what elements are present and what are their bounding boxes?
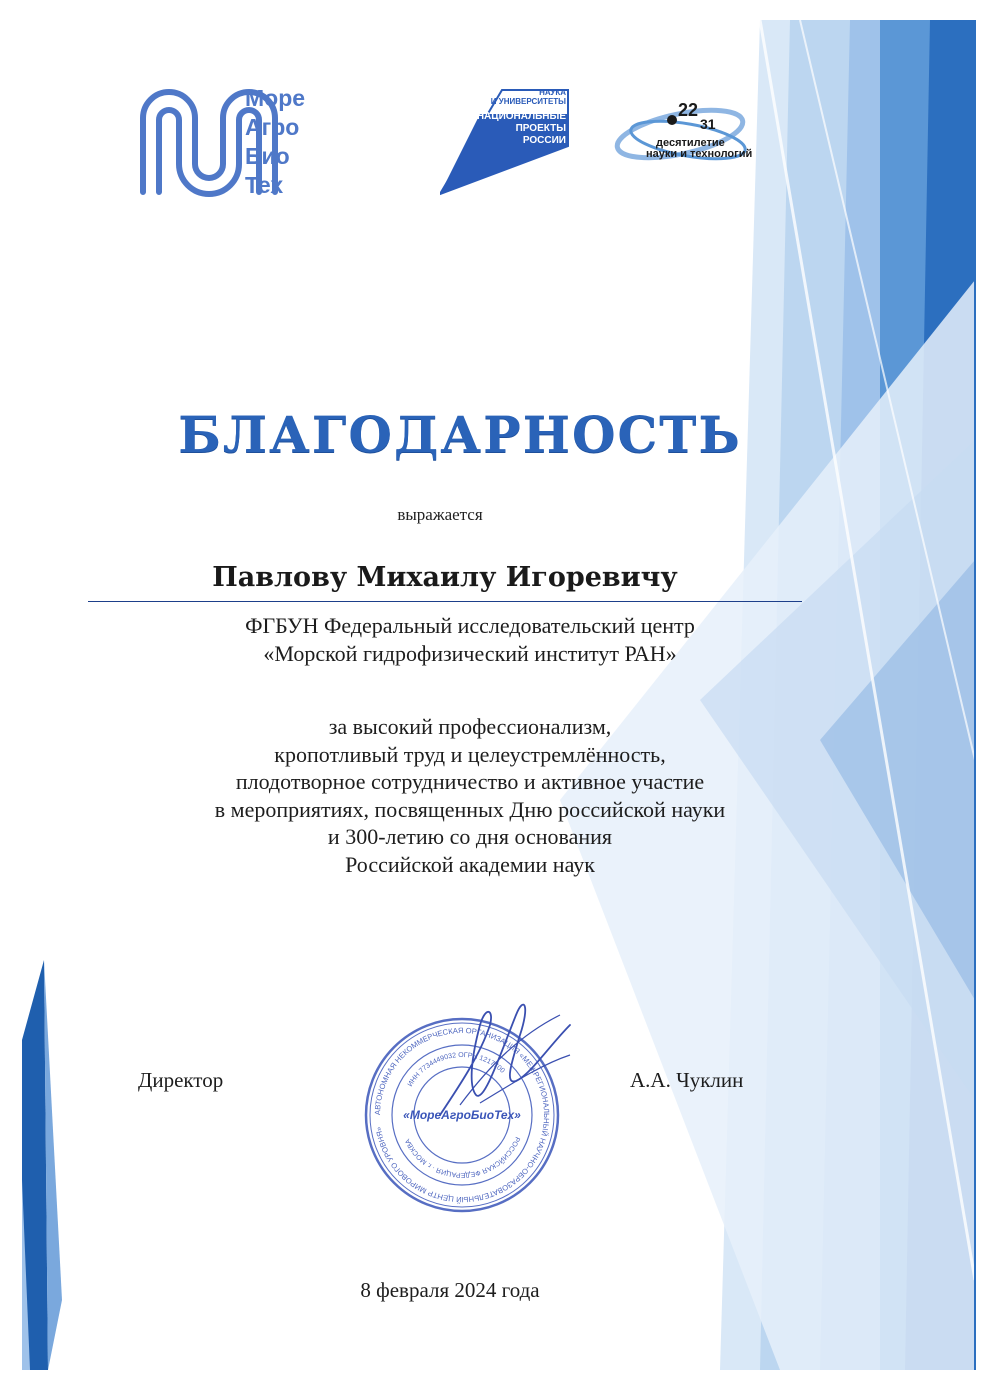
np-line-3: НАЦИОНАЛЬНЫЕ [476, 111, 566, 122]
decade-number-bottom: 31 [700, 116, 716, 132]
reason-line-2: кропотливый труд и целеустремлённость, [274, 741, 666, 767]
org-line-2: «Морской гидрофизический институт РАН» [263, 641, 677, 666]
reason-line-1: за высокий профессионализм, [328, 714, 612, 739]
signer-name: А.А. Чуклин [630, 1068, 744, 1092]
moreagro-logo-text [245, 84, 305, 200]
np-line-1: НАУКА [539, 88, 566, 97]
logo-word-2: Агро [245, 114, 300, 140]
signer-title: Директор [138, 1068, 224, 1092]
stamp-inn-text: ИНН 7734449032 ОГРН 1217700 [406, 1051, 506, 1089]
org-line-1: ФГБУН Федеральный исследовательский центр [245, 613, 695, 638]
recipient-underline [88, 601, 802, 602]
document-date: 8 февраля 2024 года [360, 1278, 540, 1302]
expressed-label: выражается [397, 505, 483, 524]
np-line-5: РОССИИ [522, 135, 566, 146]
logo-word-4: Тех [245, 172, 284, 198]
decade-text-2: науки и технологий [646, 148, 753, 160]
reason-line-6: Российской академии наук [345, 851, 595, 877]
reason-line-3: плодотворное сотрудничество и активное участие [235, 769, 705, 794]
logo-word-1: Море [245, 85, 306, 111]
recipient-name: Павлову Михаилу Игоревичу [212, 562, 678, 593]
handwritten-signature [420, 985, 580, 1135]
reason-text [80, 713, 860, 878]
reason-line-5: и 300-летию со дня основания [327, 824, 613, 849]
decade-number-top: 22 [678, 100, 699, 120]
organization [100, 612, 840, 668]
stamp-center-text: «МореАгроБиоТех» [403, 1108, 521, 1122]
np-line-4: ПРОЕКТЫ [515, 123, 566, 134]
reason-line-4: в мероприятиях, посвященных Дню российской науки [214, 796, 726, 822]
logo-word-3: Био [245, 143, 290, 169]
decade-text-1: десятилетие [656, 137, 725, 149]
national-projects-text [470, 88, 566, 147]
stamp-city-text: РОССИЙСКАЯ ФЕДЕРАЦИЯ · г. МОСКВА [404, 1135, 521, 1179]
stamp-ring-text: АВТОНОМНАЯ НЕКОММЕРЧЕСКАЯ ОРГАНИЗАЦИЯ «МЕЖРЕГИОНАЛЬНЫЙ НАУЧНО-ОБРАЗОВАТЕЛЬНЫЙ ЦЕНТР МИРОВОГО УРОВНЯ» [372, 1025, 552, 1205]
np-line-2: И УНИВЕРСИТЕТЫ [490, 97, 566, 106]
document-title: БЛАГОДАРНОСТЬ [178, 405, 742, 464]
